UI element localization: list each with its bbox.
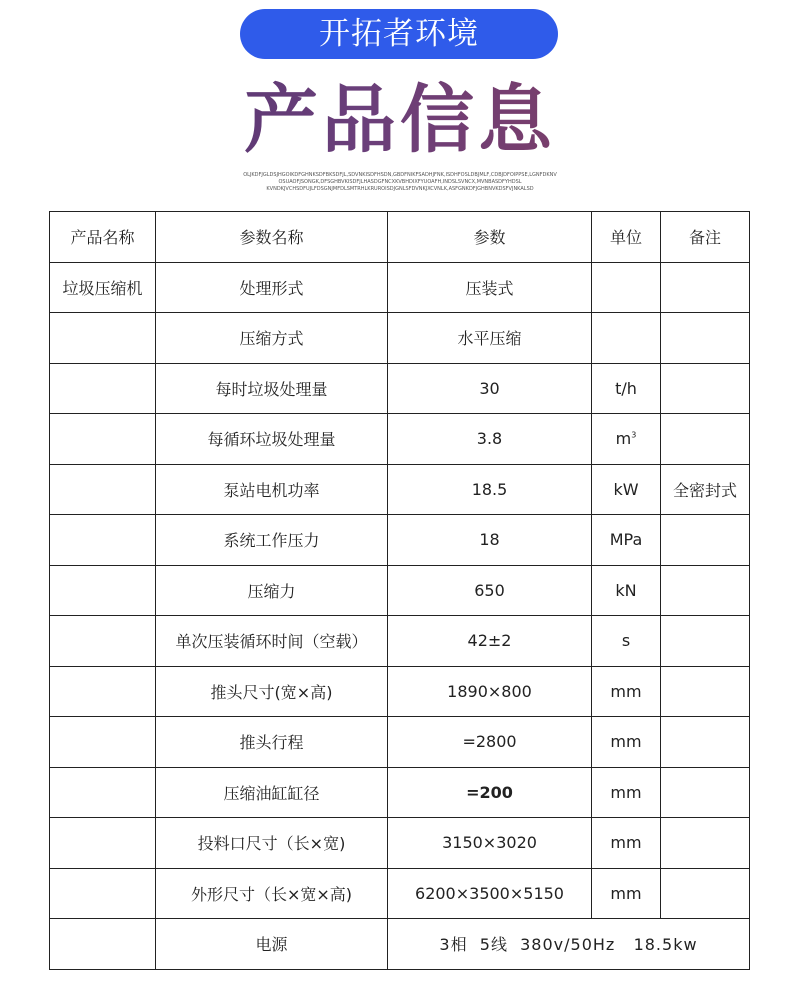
table-row <box>50 666 750 717</box>
power-row <box>50 919 750 970</box>
header-unit: 单位 <box>592 212 661 263</box>
table-header-row <box>50 212 750 263</box>
param-value-cell: 18.5 <box>388 464 592 515</box>
remark-cell <box>661 767 750 818</box>
filler-text-line: OSUAOFJSONGK,DFSGHBVKISDFJLHASDGFNCXKVBHDIXFYUOAFH,INDSLSVNCX,MVNBASDFYHDSL <box>278 179 522 185</box>
param-name-cell: 电源 <box>156 919 388 970</box>
remark-cell <box>661 363 750 414</box>
product-name-cell <box>50 717 156 768</box>
product-name-cell <box>50 919 156 970</box>
unit-cell: kW <box>592 464 661 515</box>
param-name-cell: 压缩方式 <box>156 313 388 364</box>
remark-cell: 全密封式 <box>661 464 750 515</box>
unit-cell: mm <box>592 868 661 919</box>
param-value-cell: =200 <box>388 767 592 818</box>
remark-cell <box>661 565 750 616</box>
remark-cell <box>661 515 750 566</box>
remark-cell <box>661 717 750 768</box>
param-name-cell: 推头行程 <box>156 717 388 768</box>
unit-cell: t/h <box>592 363 661 414</box>
param-value-cell: 18 <box>388 515 592 566</box>
param-value-cell: =2800 <box>388 717 592 768</box>
product-name-cell <box>50 464 156 515</box>
param-name-cell: 单次压装循环时间（空载） <box>156 616 388 667</box>
header-remark: 备注 <box>661 212 750 263</box>
param-name-cell: 处理形式 <box>156 262 388 313</box>
product-name-cell: 垃圾压缩机 <box>50 262 156 313</box>
param-value-cell: 650 <box>388 565 592 616</box>
table-row <box>50 313 750 364</box>
product-name-cell <box>50 414 156 465</box>
table-row <box>50 616 750 667</box>
remark-cell <box>661 868 750 919</box>
param-value-cell: 压装式 <box>388 262 592 313</box>
param-name-cell: 投料口尺寸（长×宽) <box>156 818 388 869</box>
remark-cell <box>661 414 750 465</box>
power-value-cell: 3相 5线 380v/50Hz 18.5kw <box>388 919 750 970</box>
table-row <box>50 717 750 768</box>
product-name-cell <box>50 868 156 919</box>
param-value-cell: 6200×3500×5150 <box>388 868 592 919</box>
unit-cell: mm <box>592 767 661 818</box>
table-row <box>50 464 750 515</box>
remark-cell <box>661 666 750 717</box>
param-name-cell: 压缩力 <box>156 565 388 616</box>
page-title: 产品信息 <box>0 70 800 170</box>
param-name-cell: 系统工作压力 <box>156 515 388 566</box>
filler-text-line: KVNDKJVCHSDFUJLFDSGNJMFDLSMTRHLKRUROISDJGNLSFDVNKJXCVNLK,ASFGNKDFJGHBNVKDSFVJNKALSD <box>266 186 534 192</box>
unit-cell: kN <box>592 565 661 616</box>
table-row <box>50 515 750 566</box>
param-value-cell: 3150×3020 <box>388 818 592 869</box>
product-name-cell <box>50 363 156 414</box>
unit-cell: mm <box>592 818 661 869</box>
unit-superscript: 3 <box>631 430 637 440</box>
table-row <box>50 818 750 869</box>
table-row <box>50 414 750 465</box>
table-row <box>50 565 750 616</box>
banner-pill: 开拓者环境 <box>240 9 558 59</box>
remark-cell <box>661 616 750 667</box>
unit-cell <box>592 313 661 364</box>
param-value-cell: 水平压缩 <box>388 313 592 364</box>
param-name-cell: 每时垃圾处理量 <box>156 363 388 414</box>
filler-text-line: OLJKDFJGLDSJHGOIKDFGHNKSDFBKSDFJL,SDVNKISDFHSDN,GBDFNIKFSADHJFNK,ISDHFOSLDBJMLF,CDBJDFOIPPSE,LGNFDKNV <box>243 172 557 178</box>
unit-cell: mm <box>592 666 661 717</box>
unit-cell <box>592 262 661 313</box>
unit-cell: MPa <box>592 515 661 566</box>
product-name-cell <box>50 616 156 667</box>
product-name-cell <box>50 767 156 818</box>
param-name-cell: 推头尺寸(宽×高) <box>156 666 388 717</box>
param-name-cell: 泵站电机功率 <box>156 464 388 515</box>
param-value-cell: 30 <box>388 363 592 414</box>
remark-cell <box>661 313 750 364</box>
param-value-cell: 42±2 <box>388 616 592 667</box>
header-param-name: 参数名称 <box>156 212 388 263</box>
header-product-name: 产品名称 <box>50 212 156 263</box>
product-name-cell <box>50 313 156 364</box>
unit-cell <box>592 414 661 465</box>
table-row <box>50 262 750 313</box>
spec-table <box>49 211 750 970</box>
unit-cell: s <box>592 616 661 667</box>
header-param: 参数 <box>388 212 592 263</box>
product-name-cell <box>50 666 156 717</box>
product-name-cell <box>50 515 156 566</box>
remark-cell <box>661 818 750 869</box>
param-name-cell: 压缩油缸缸径 <box>156 767 388 818</box>
product-name-cell <box>50 818 156 869</box>
table-row <box>50 767 750 818</box>
product-name-cell <box>50 565 156 616</box>
param-name-cell: 外形尺寸（长×宽×高) <box>156 868 388 919</box>
table-row <box>50 868 750 919</box>
param-name-cell: 每循环垃圾处理量 <box>156 414 388 465</box>
unit-text: m <box>615 429 632 449</box>
param-value-cell: 3.8 <box>388 414 592 465</box>
unit-cell: mm <box>592 717 661 768</box>
table-row <box>50 363 750 414</box>
remark-cell <box>661 262 750 313</box>
param-value-cell: 1890×800 <box>388 666 592 717</box>
